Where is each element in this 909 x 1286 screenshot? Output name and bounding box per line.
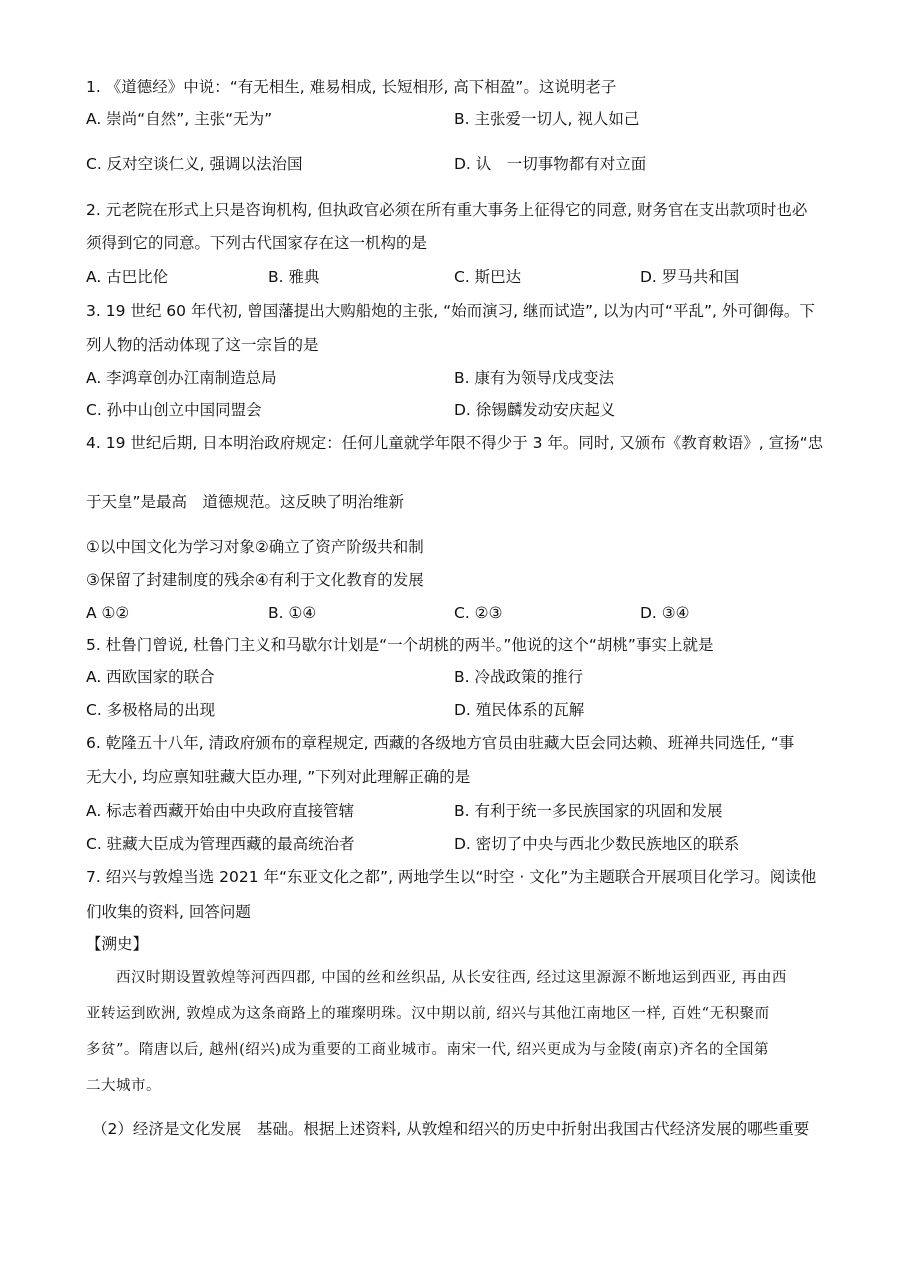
question-3-option-c: C. 孙中山创立中国同盟会	[86, 401, 262, 419]
question-5-option-c: C. 多极格局的出现	[86, 701, 216, 719]
question-5-option-b: B. 冷战政策的推行	[454, 668, 583, 686]
question-6-option-c: C. 驻藏大臣成为管理西藏的最高统治者	[86, 835, 355, 853]
question-6-option-a: A. 标志着西藏开始由中央政府直接管辖	[86, 802, 355, 820]
question-4-option-d: D. ③④	[640, 604, 690, 622]
passage-line-4: 二大城市。	[86, 1078, 161, 1094]
question-1-option-a: A. 崇尚“自然”, 主张“无为”	[86, 110, 273, 128]
question-4-item-line-1: ①以中国文化为学习对象②确立了资产阶级共和制	[86, 538, 424, 556]
passage-line-2: 亚转运到欧洲, 敦煌成为这条商路上的璀璨明珠。汉中期以前, 绍兴与其他江南地区一样, 百姓“无积聚而	[86, 1006, 770, 1022]
passage-line-1: 西汉时期设置敦煌等河西四郡, 中国的丝和丝织品, 从长安往西, 经过这里源源不断地运到西亚, 再由西	[116, 970, 787, 986]
question-3-option-b: B. 康有为领导戊戌变法	[454, 369, 614, 387]
question-1-option-c: C. 反对空谈仁义, 强调以法治国	[86, 155, 303, 173]
question-6-option-d: D. 密切了中央与西北少数民族地区的联系	[454, 835, 740, 853]
question-3-option-d: D. 徐锡麟发动安庆起义	[454, 401, 616, 419]
question-2-option-b: B. 雅典	[268, 268, 320, 286]
question-5-option-a: A. 西欧国家的联合	[86, 668, 215, 686]
question-6-stem-line-1: 6. 乾隆五十八年, 清政府颁布的章程规定, 西藏的各级地方官员由驻藏大臣会同达赖、班禅共同选任, “事	[86, 734, 795, 752]
question-4-option-a: A ①②	[86, 604, 130, 622]
question-4-stem-line-2: 于天皇”是最高 道德规范。这反映了明治维新	[86, 493, 405, 511]
question-5-option-d: D. 殖民体系的瓦解	[454, 701, 585, 719]
question-2-option-a: A. 古巴比伦	[86, 268, 169, 286]
question-1-stem: 1. 《道德经》中说：“有无相生, 难易相成, 长短相形, 高下相盈”。这说明老子	[86, 78, 617, 96]
question-6-option-b: B. 有利于统一多民族国家的巩固和发展	[454, 802, 723, 820]
question-3-stem-line-1: 3. 19 世纪 60 年代初, 曾国藩提出大购船炮的主张, “始而演习, 继而试造”, 以为内可“平乱”, 外可御侮。下	[86, 302, 815, 320]
question-2-stem-line-1: 2. 元老院在形式上只是咨询机构, 但执政官必须在所有重大事务上征得它的同意, 财务官在支出款项时也必	[86, 201, 808, 219]
section-heading: 【溯史】	[86, 935, 149, 953]
question-4-option-c: C. ②③	[454, 604, 503, 622]
passage-line-3: 多贫”。隋唐以后, 越州(绍兴)成为重要的工商业城市。南宋一代, 绍兴更成为与金陵(南京)齐名的全国第	[86, 1042, 769, 1058]
sub-question-2: （2）经济是文化发展 基础。根据上述资料, 从敦煌和绍兴的历史中折射出我国古代经济发展的哪些重要	[92, 1120, 810, 1138]
question-3-stem-line-2: 列人物的活动体现了这一宗旨的是	[86, 336, 319, 354]
question-4-item-line-2: ③保留了封建制度的残余④有利于文化教育的发展	[86, 571, 424, 589]
question-4-stem-line-1: 4. 19 世纪后期, 日本明治政府规定：任何儿童就学年限不得少于 3 年。同时, 又颁布《教育敕语》, 宣扬“忠	[86, 434, 824, 452]
question-4-option-b: B. ①④	[268, 604, 317, 622]
question-7-stem-line-1: 7. 绍兴与敦煌当选 2021 年“东亚文化之都”, 两地学生以“时空 · 文化”为主题联合开展项目化学习。阅读他	[86, 868, 817, 886]
question-3-option-a: A. 李鸿章创办江南制造总局	[86, 369, 277, 387]
question-6-stem-line-2: 无大小, 均应禀知驻藏大臣办理, ”下列对此理解正确的是	[86, 768, 471, 786]
question-2-option-c: C. 斯巴达	[454, 268, 522, 286]
question-2-option-d: D. 罗马共和国	[640, 268, 740, 286]
question-7-stem-line-2: 们收集的资料, 回答问题	[86, 903, 251, 921]
question-1-option-b: B. 主张爱一切人, 视人如己	[454, 110, 640, 128]
question-2-stem-line-2: 须得到它的同意。下列古代国家存在这一机构的是	[86, 234, 428, 252]
question-5-stem: 5. 杜鲁门曾说, 杜鲁门主义和马歇尔计划是“一个胡桃的两半。”他说的这个“胡桃”事实上就是	[86, 636, 714, 654]
question-1-option-d: D. 认 一切事物都有对立面	[454, 155, 647, 173]
